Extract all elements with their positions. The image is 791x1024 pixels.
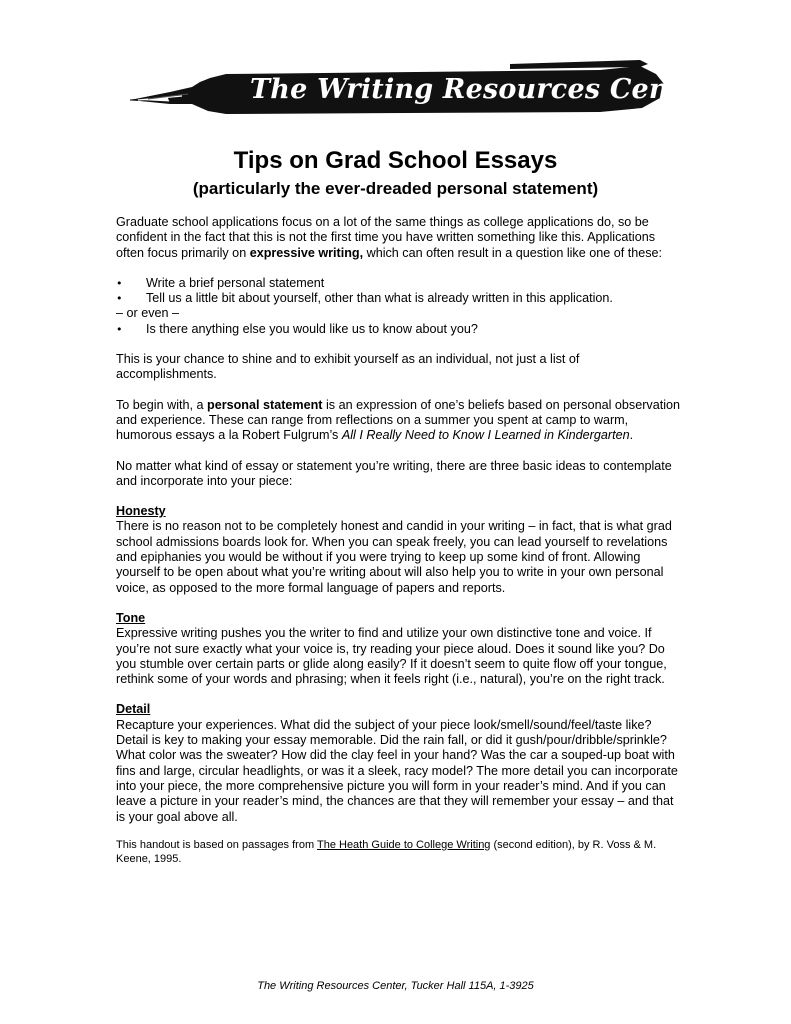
intro-text-end: which can often result in a question like one of these:	[363, 245, 663, 260]
list-item-text: Write a brief personal statement	[146, 275, 325, 290]
page-title: Tips on Grad School Essays	[233, 147, 558, 174]
bullet-icon	[116, 276, 146, 291]
section-text-tone: Expressive writing pushes you the writer to find and utilize your own distinctive tone and voice. If you’re not sure exactly what your voice is, try reading your piece aloud. Does it sound like you? Do you stumble over certain parts or glide along easily? If it doesn’t seem to quite flow off your tongue, rethink some of your words and phrasing; when it feels right (i.e., natural), you’re on the right track.	[116, 626, 667, 687]
writing-center-logo	[130, 56, 714, 126]
list-item-text: Is there anything else you would like us to know about you?	[146, 321, 478, 336]
or-even-text: – or even –	[116, 306, 180, 321]
section-text-detail: Recapture your experiences. What did the subject of your piece look/smell/sound/feel/taste like? Detail is key to making your essay memorable. Did the rain fall, or did it gush/pour/dribble/sprinkle? What color was the sweater? How did the clay feel in your hand? Was the car a souped-up boat with fins and large, circular headlights, or was it a sleek, racy model? The more detail you can incorporate into your piece, the more comprehensive picture you will form in your reader’s mind. And if you can leave a picture in your reader’s mind, the chances are that they will remember your essay – and that is your goal above all.	[116, 717, 678, 824]
list-item	[116, 322, 681, 337]
bullet-icon	[116, 322, 146, 337]
source-book-title: The Heath Guide to College Writing	[316, 838, 491, 851]
section-heading-honesty: Honesty	[116, 504, 166, 519]
paragraph-text: To begin with, a	[116, 397, 208, 412]
ideas-paragraph: No matter what kind of essay or statement you’re writing, there are three basic ideas to contemplate and incorporate into your piece:	[116, 458, 672, 488]
personal-statement-paragraph	[116, 398, 681, 444]
list-item-text: Tell us a little bit about yourself, other than what is already written in this application.	[146, 291, 613, 306]
intro-paragraph	[116, 215, 681, 261]
list-item	[116, 291, 681, 306]
intro-text: Graduate school applications focus on a lot of the same things as college applications do, so be confident in the fact that this is not the first time you have written something like this. Applications often focus primarily on	[116, 215, 656, 260]
source-note	[116, 838, 681, 866]
section-heading-detail: Detail	[116, 702, 151, 717]
book-title: All I Really Need to Know I Learned in Kindergarten	[341, 428, 630, 443]
page-footer: The Writing Resources Center, Tucker Hall 115A, 1-3925	[257, 980, 534, 992]
section-heading-tone: Tone	[116, 610, 146, 625]
page-subtitle: (particularly the ever-dreaded personal statement)	[192, 179, 599, 198]
paragraph-text: is an expression of one’s beliefs based on personal observation and experience. These can range from reflections on a summer you spent at camp to warm, humorous essays a la Robert Fulgrum’s	[116, 397, 681, 443]
logo-text: The Writing Resources Center	[250, 74, 714, 105]
document-body	[116, 215, 681, 866]
intro-bold-term: expressive writing,	[249, 245, 364, 260]
bullet-icon	[116, 291, 146, 306]
bold-term: personal statement	[207, 397, 323, 412]
note-text: This handout is based on passages from	[116, 838, 317, 851]
chance-paragraph: This is your chance to shine and to exhibit yourself as an individual, not just a list of accomplishments.	[116, 352, 580, 382]
paragraph-text: .	[629, 428, 634, 443]
list-item	[116, 276, 681, 291]
note-text-end: (second edition), by R. Voss & M. Keene, 1995.	[116, 838, 657, 865]
section-text-honesty: There is no reason not to be completely honest and candid in your writing – in fact, that is what grad school admissions boards look for. When you can speak freely, you can lead yourself to revelations and epiphanies you would be without if you were trying to keep up some kind of front. Allowing yourself to be open about what you’re writing about will also help you to write in your own personal voice, as opposed to the more formal language of papers and reports.	[116, 519, 672, 595]
